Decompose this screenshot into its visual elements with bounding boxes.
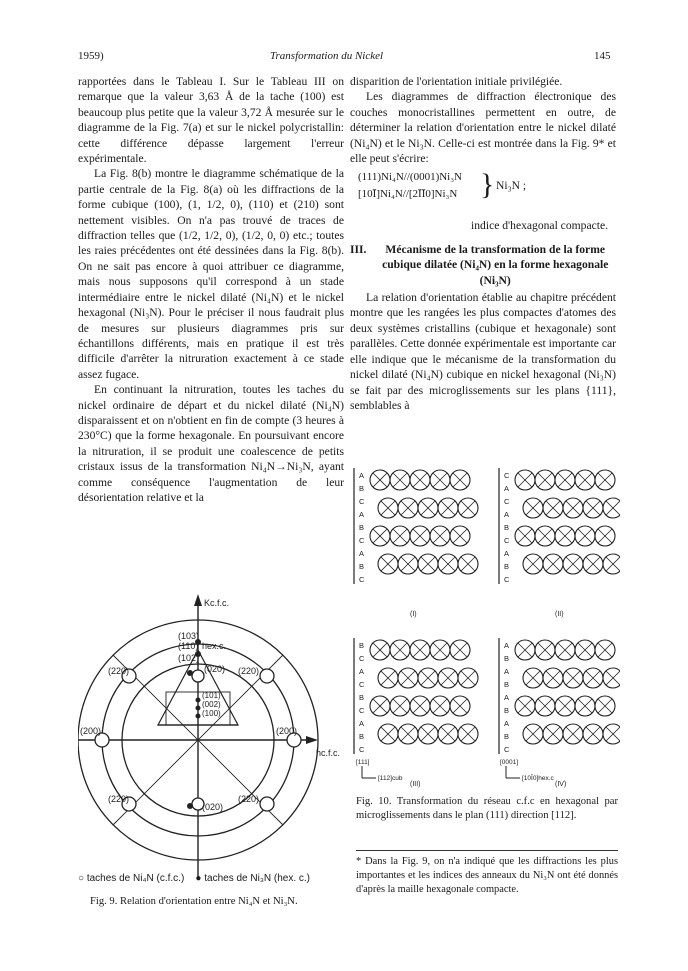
stack-letter: C [359,575,365,584]
axis-marker-label: [10Ī0]hex.c [522,775,554,782]
running-header-title: Transformation du Nickel [270,50,384,62]
spot-label: (100) [202,709,221,718]
figure-9 [78,590,348,890]
right-column [350,74,616,413]
stack-letter: C [359,654,365,663]
axis-h-label: hc.f.c. [316,748,341,758]
atom-circle [603,498,620,518]
paragraph: La relation d'orientation établie au chapitre précédent montre que les rangées les plus compactes d'atomes des deux systèmes cristallins (cubique et hexagonale) sont parallèles. Cette donnée expérimentale est importante car elle indique que le mécanisme de la transformation du nickel dilaté (Ni₄N) cubique en nickel hexagonal (Ni₃N) se fait par des microglissements sur les plans {111}, semblables à [350,291,616,412]
panel-label: (II) [555,611,564,618]
stack-letter: A [359,719,365,728]
stack-letter: C [359,706,365,715]
stack-letter: B [359,562,365,571]
stack-letter: B [359,693,365,702]
stack-letter: B [504,732,510,741]
panel-label: (III) [410,781,421,788]
panel-label: (I) [410,611,417,618]
stack-letter: B [504,523,510,532]
h-arrowhead [306,736,318,744]
stack-letter: B [359,523,365,532]
spot-label: (020) [204,664,226,674]
stack-letter: B [504,706,510,715]
spot-open [260,797,274,811]
spot-label: hex.c. [202,641,227,651]
paragraph: En continuant la nitruration, toutes les taches du nickel ordinaire de départ et du nickel dilaté (Ni₄N) disparaissent et on n'obtient en fin de compte (3 heures à 230°C) que la forme hexagonale. En poursuivant encore la nitruration, il se produit une coalescence de petits cristaux issus de la transformation Ni₄N→Ni₃N, ayant comme conséquence l'augmentation de leur désorientation relative et la [78,383,344,504]
spot-filled [196,706,201,711]
stack-letter: B [504,654,510,663]
section-title: Mécanisme de la transformation de la forme cubique dilatée (Ni₄N) en la forme hexagonale (Ni₃N) [382,242,609,287]
equation-note: indice d'hexagonal compacte. [471,219,608,233]
paragraph: disparition de l'orientation initiale privilégiée. [350,75,563,88]
stack-letter: C [504,745,510,754]
stack-letter: A [504,510,510,519]
stack-letter: B [504,680,510,689]
stack-letter: A [359,471,365,480]
spot-label: (101) [202,691,221,700]
filled-dot-icon: ● [195,873,202,884]
equation-line-1: (111)Ni₄N//(0001)Ni₃N [358,171,463,184]
fig10-caption: Fig. 10. Transformation du réseau c.f.c en hexagonal par microglissements dans le plan (111) direction [112]. [356,796,618,821]
spot-filled [187,670,193,676]
fig9-legend [78,872,348,886]
orientation-relation [350,170,616,218]
page-number: 145 [594,50,611,62]
stack-letter: C [504,575,510,584]
paragraph: Les diagrammes de diffraction électronique des couches monocristallines permettent en outre, de déterminer la relation d'orientation entre le nickel dilaté (Ni₄N) et le Ni₃N. Celle-ci est montrée dans la Fig. 9* et elle peut s'écrire: [350,90,616,166]
spot-label: (200) [80,726,102,736]
footnote-rule [356,850,618,851]
spot-open [192,670,204,682]
axis-marker-label: [111] [356,759,370,766]
spot-filled [187,803,193,809]
stack-letter: A [504,719,510,728]
axis-marker-label: [112]cub [378,775,403,782]
stack-letter: C [504,497,510,506]
paragraph: La Fig. 8(b) montre le diagramme schématique de la partie centrale de la Fig. 8(a) où les diffractions de la forme cubique (100), (1, 1/2, 0), (110) et (210) sont nettement visibles. On n'a pas trouvé de traces de diffraction telles que (1/2, 1/2, 0), (1/2, 0, 0) etc.; toutes les raies précédentes ont été dessinées dans la Fig. 8(b). On ne sait pas encore à quoi attribuer ce diagramme, mais nous supposons qu'il correspond à un stade intermédiaire entre le nickel dilaté (Ni₄N) et le nickel hexagonal (Ni₃N). Pour le préciser il nous faudrait plus de mesures sur plusieurs diagrammes pris sur échantillons différents, mais en pratique il est très difficile d'arrêter la nitruration exactement à ce stade assez fugace. [78,167,344,381]
figure-10 [350,462,620,792]
stack-letter: A [359,667,365,676]
stack-letter: B [504,562,510,571]
panel-label: (IV) [555,781,567,788]
equation-line-2: [10Ī]Ni₄N//[2ĪĪ0]Ni₃N [358,188,458,201]
spot-filled [196,698,201,703]
open-circle-icon: ○ [78,873,85,884]
fig9-diagram [78,590,348,880]
stack-letter: B [359,732,365,741]
spot-filled [196,714,201,719]
axis-k-label: Kc.f.c. [204,598,230,608]
stack-letter: C [359,497,365,506]
stack-letter: C [504,536,510,545]
spot-label: (220) [108,666,130,676]
stack-letter: A [359,549,365,558]
paragraph: rapportées dans le Tableau I. Sur le Tableau III on remarque que la valeur 3,63 Å de la tache (100) est beaucoup plus petite que la valeur 3,72 Å mesurée sur le diagramme de la Fig. 7(a) et sur le nickel polycristallin: cette différence dépasse largement l'erreur expérimentale. [78,75,344,166]
stack-letter: C [359,536,365,545]
atom-circle [603,668,620,688]
spot-label: (103) [178,631,200,641]
axis-marker-label: [0001] [500,759,519,766]
left-column [78,74,344,505]
spot-label: (220) [238,794,260,804]
stack-letter: A [504,641,510,650]
spot-label: (102) [178,653,200,663]
spot-label: (200) [276,726,298,736]
atom-circle [603,554,620,574]
k-arrowhead [194,594,202,606]
atom-circle [603,724,620,744]
running-header-year: 1959) [78,50,104,62]
stack-letter: A [359,510,365,519]
fig9-caption: Fig. 9. Relation d'orientation entre Ni₄N et Ni₃N. [90,896,298,907]
stack-letter: A [504,693,510,702]
equation-side: Ni₃N ; [496,179,527,193]
spot-label: (002) [202,700,221,709]
stack-letter: B [359,641,365,650]
section-heading [350,242,616,288]
stack-letter: A [504,667,510,676]
spot-label: (110) [178,641,199,651]
footnote: * Dans la Fig. 9, on n'a indiqué que les diffractions les plus importantes et les indices des anneaux du Ni₃N ont été donnés d'après la maille hexagonale compacte. [356,856,618,895]
stack-letter: A [504,484,510,493]
spot-label: (020) [202,802,224,812]
stack-letter: C [504,471,510,480]
stack-letter: C [359,745,365,754]
stack-letter: C [359,680,365,689]
fig10-diagram [350,462,620,792]
section-number: III. [350,242,367,256]
spot-label: (220) [108,794,130,804]
spot-open [260,669,274,683]
brace: } [480,168,495,202]
legend-filled: taches de Ni₃N (hex. c.) [204,873,311,884]
stack-letter: B [359,484,365,493]
spot-label: (220) [238,666,260,676]
legend-open: taches de Ni₄N (c.f.c.) [86,873,185,884]
stack-letter: A [504,549,510,558]
